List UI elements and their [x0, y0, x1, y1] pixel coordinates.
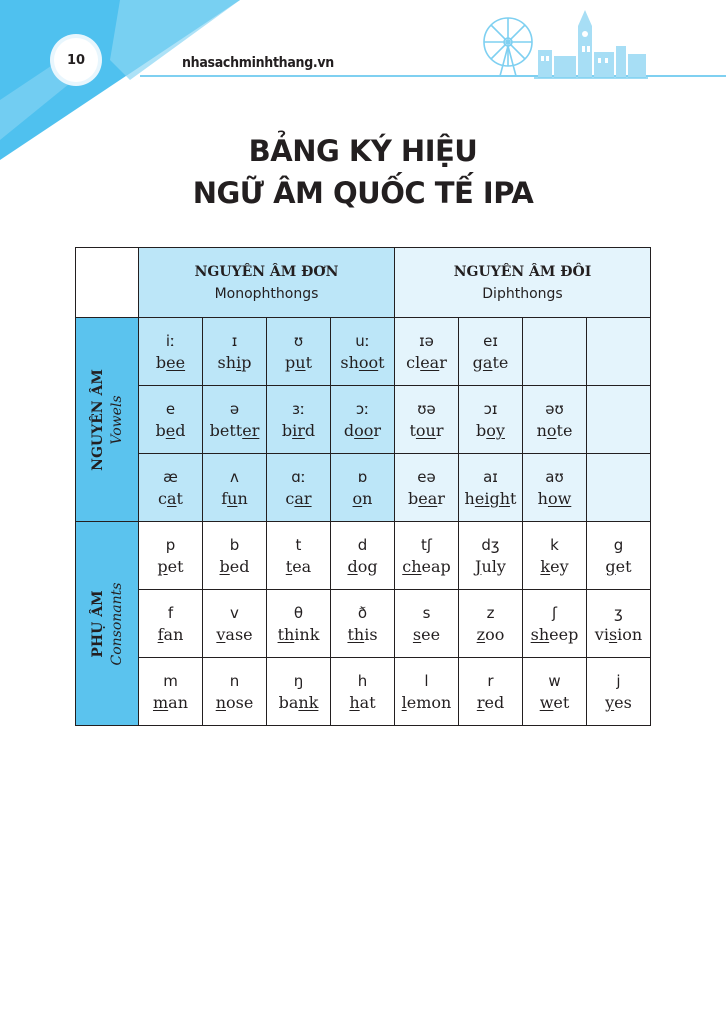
example-word [331, 692, 394, 714]
word-highlight: s [412, 624, 422, 644]
consonants-side-label-title: PHỤ ÂM [90, 589, 106, 658]
word-part: te [556, 420, 573, 440]
ipa-symbol: iː [165, 331, 176, 350]
ipa-symbol: ɜː [291, 399, 306, 418]
ipa-symbol: f [167, 603, 174, 622]
vowels-side-label [76, 318, 139, 522]
word-part: b [408, 488, 419, 508]
ipa-symbol: ɪə [419, 331, 434, 350]
ipa-symbol: ə [229, 399, 240, 418]
ipa-symbol: g [613, 535, 624, 554]
example-word [459, 556, 522, 578]
ipa-symbol: m [163, 671, 178, 690]
word-part: d [175, 420, 186, 440]
example-word [203, 556, 266, 578]
word-part: f [221, 488, 228, 508]
word-part: t [176, 488, 183, 508]
word-part: c [158, 488, 167, 508]
word-part: n [237, 488, 248, 508]
monophthongs-subtitle: Monophthongs [214, 285, 319, 302]
word-highlight: ee [166, 352, 186, 372]
ipa-symbol: əʊ [545, 399, 564, 418]
vowels-side-label-text [88, 369, 126, 471]
word-highlight: ow [547, 488, 572, 508]
word-highlight: d [347, 556, 358, 576]
ipa-cell [459, 386, 523, 454]
ipa-symbol: ʒ [614, 603, 623, 622]
word-part: b [155, 352, 167, 372]
word-highlight: a [166, 488, 177, 508]
word-highlight: th [347, 624, 365, 644]
word-part: te [492, 352, 509, 372]
word-part: ion [617, 624, 643, 644]
ipa-cell [331, 590, 395, 658]
word-part: is [364, 624, 378, 644]
ipa-cell [203, 318, 267, 386]
example-word [331, 488, 394, 510]
ipa-cell [587, 318, 651, 386]
vowels-side-label-title: NGUYÊN ÂM [90, 368, 106, 471]
example-word [587, 624, 650, 646]
word-highlight: oo [354, 420, 374, 440]
ipa-symbol: p [165, 535, 176, 554]
ipa-cell [523, 386, 587, 454]
ipa-cell [523, 522, 587, 590]
example-word [139, 692, 202, 714]
ipa-symbol: v [230, 603, 239, 622]
word-part: n [536, 420, 547, 440]
ipa-symbol: aʊ [545, 467, 564, 486]
ipa-cell [459, 318, 523, 386]
example-word [459, 624, 522, 646]
word-highlight: J [475, 556, 482, 576]
ipa-cell [395, 454, 459, 522]
vowels-side-label-subtitle: Vowels [109, 394, 125, 445]
word-part: ase [225, 624, 253, 644]
ipa-cell [203, 386, 267, 454]
ipa-cell [395, 658, 459, 726]
example-word [267, 488, 330, 510]
example-word [139, 488, 202, 510]
word-part: an [168, 692, 188, 712]
ipa-cell [331, 658, 395, 726]
ipa-cell [203, 590, 267, 658]
example-word [267, 420, 330, 442]
word-part: ba [278, 692, 299, 712]
word-highlight: p [157, 556, 168, 576]
example-word [331, 624, 394, 646]
ipa-cell [203, 522, 267, 590]
word-part: sh [340, 352, 359, 372]
ipa-symbol: eɪ [483, 331, 498, 350]
example-word [203, 420, 266, 442]
example-word [267, 556, 330, 578]
word-part: et [167, 556, 184, 576]
ipa-symbol: tʃ [421, 535, 432, 554]
example-word [587, 556, 650, 578]
diphthongs-header [395, 248, 651, 318]
word-highlight: g [605, 556, 616, 576]
monophthongs-header [139, 248, 395, 318]
word-part: og [357, 556, 378, 576]
example-word [395, 624, 458, 646]
word-part: ink [294, 624, 320, 644]
word-part: g [472, 352, 483, 372]
word-highlight: u [295, 352, 306, 372]
example-word [139, 624, 202, 646]
ipa-symbol: d [357, 535, 368, 554]
example-word [139, 352, 202, 374]
monophthongs-title: NGUYÊN ÂM ĐƠN [194, 263, 339, 280]
ipa-symbol: ŋ [293, 671, 304, 690]
word-part: eep [549, 624, 579, 644]
example-word [523, 624, 586, 646]
word-part: oo [485, 624, 505, 644]
example-word [331, 352, 394, 374]
word-part: t [409, 420, 416, 440]
ipa-cell [139, 454, 203, 522]
word-part: h [537, 488, 548, 508]
ipa-symbol: ʌ [230, 467, 239, 486]
word-part: t [510, 488, 517, 508]
ipa-symbol: ɔɪ [483, 399, 498, 418]
word-part: r [373, 420, 382, 440]
ipa-symbol: uː [355, 331, 370, 350]
ipa-symbol: ʃ [551, 603, 558, 622]
word-part: r [439, 352, 447, 372]
example-word [395, 420, 458, 442]
word-part: n [362, 488, 373, 508]
word-highlight: o [352, 488, 363, 508]
ipa-symbol: θ [293, 603, 304, 622]
word-part: sh [217, 352, 237, 372]
word-part: p [285, 352, 296, 372]
word-highlight: eigh [474, 488, 510, 508]
ipa-cell [267, 658, 331, 726]
word-part: ea [292, 556, 312, 576]
example-word [331, 420, 394, 442]
example-word [523, 488, 586, 510]
word-part: bett [209, 420, 243, 440]
word-highlight: s [608, 624, 618, 644]
example-word [203, 624, 266, 646]
ipa-symbol: l [424, 671, 429, 690]
word-part: b [155, 420, 166, 440]
word-part: p [241, 352, 252, 372]
word-highlight: y [605, 692, 615, 712]
word-part: cl [406, 352, 421, 372]
ipa-symbol: ɪ [231, 331, 238, 350]
ipa-symbol: b [229, 535, 240, 554]
word-highlight: th [277, 624, 295, 644]
ipa-symbol: ʊ [293, 331, 304, 350]
ipa-cell [331, 454, 395, 522]
ipa-symbol: t [295, 535, 302, 554]
word-highlight: ea [418, 488, 438, 508]
ipa-cell [139, 590, 203, 658]
ipa-cell [587, 454, 651, 522]
example-word [203, 352, 266, 374]
ipa-cell [139, 386, 203, 454]
word-highlight: oy [486, 420, 505, 440]
ipa-symbol: n [229, 671, 240, 690]
word-highlight: o [546, 420, 557, 440]
word-highlight: ou [415, 420, 436, 440]
word-highlight: l [401, 692, 407, 712]
example-word [267, 352, 330, 374]
page-title [0, 130, 726, 214]
word-highlight: n [215, 692, 226, 712]
word-part: vi [594, 624, 609, 644]
ipa-cell [459, 658, 523, 726]
ipa-symbol: k [550, 535, 559, 554]
ipa-symbol: w [548, 671, 561, 690]
word-part: t [305, 352, 312, 372]
word-part: ose [226, 692, 254, 712]
ipa-symbol: æ [163, 467, 178, 486]
example-word [459, 692, 522, 714]
ipa-symbol: ʊə [417, 399, 436, 418]
word-part: b [281, 420, 293, 440]
ipa-cell [459, 590, 523, 658]
ipa-symbol: s [422, 603, 431, 622]
site-url: nhasachminhthang.vn [182, 55, 334, 71]
word-part: es [614, 692, 632, 712]
ipa-cell [395, 590, 459, 658]
word-part: b [476, 420, 487, 440]
word-highlight: ea [420, 352, 440, 372]
word-highlight: u [227, 488, 238, 508]
ipa-symbol: ð [357, 603, 368, 622]
word-highlight: er [242, 420, 260, 440]
word-highlight: i [236, 352, 242, 372]
ipa-cell [331, 522, 395, 590]
example-word [203, 488, 266, 510]
ipa-table [75, 247, 651, 726]
ipa-cell [587, 386, 651, 454]
example-word [587, 692, 650, 714]
title-line-1: BẢNG KÝ HIỆU [248, 134, 478, 168]
example-word [523, 692, 586, 714]
consonants-side-label-subtitle: Consonants [109, 582, 125, 665]
ipa-symbol: ɒ [357, 467, 368, 486]
consonants-side-label [76, 522, 139, 726]
word-part: ey [550, 556, 569, 576]
ipa-cell [203, 658, 267, 726]
example-word [459, 352, 522, 374]
ipa-symbol: e [165, 399, 176, 418]
ipa-cell [587, 590, 651, 658]
ipa-symbol: eə [417, 467, 436, 486]
example-word [139, 420, 202, 442]
word-highlight: nk [298, 692, 319, 712]
word-part: ed [484, 692, 505, 712]
ipa-symbol: aɪ [483, 467, 498, 486]
diphthongs-title: NGUYÊN ÂM ĐÔI [453, 263, 592, 280]
example-word [395, 556, 458, 578]
word-part: c [285, 488, 295, 508]
ipa-symbol: r [487, 671, 494, 690]
title-line-2: NGỮ ÂM QUỐC TẾ IPA [192, 176, 534, 210]
ipa-cell [395, 386, 459, 454]
ipa-cell [331, 386, 395, 454]
example-word [139, 556, 202, 578]
word-highlight: b [219, 556, 230, 576]
example-word [331, 556, 394, 578]
word-part: d [343, 420, 355, 440]
word-part: emon [406, 692, 452, 712]
word-highlight: ar [294, 488, 312, 508]
ipa-cell [587, 522, 651, 590]
word-highlight: w [539, 692, 554, 712]
example-word [523, 556, 586, 578]
consonants-side-label-text [88, 582, 126, 665]
example-word [267, 624, 330, 646]
page-number: 10 [54, 38, 98, 82]
ipa-cell [267, 590, 331, 658]
word-part: r [437, 488, 445, 508]
word-part: et [553, 692, 570, 712]
word-highlight: v [216, 624, 226, 644]
word-part: at [359, 692, 376, 712]
word-part: et [615, 556, 632, 576]
ipa-cell [395, 522, 459, 590]
word-highlight: m [152, 692, 169, 712]
london-skyline-icon [478, 6, 648, 80]
word-part: uly [481, 556, 506, 576]
word-part: ed [229, 556, 250, 576]
word-highlight: r [476, 692, 485, 712]
word-part: an [163, 624, 184, 644]
ipa-symbol: j [616, 671, 621, 690]
word-highlight: a [482, 352, 493, 372]
word-part: ee [421, 624, 441, 644]
corner-blank-cell [76, 248, 139, 318]
ipa-cell [331, 318, 395, 386]
word-highlight: e [165, 420, 176, 440]
word-part: t [378, 352, 385, 372]
example-word [395, 488, 458, 510]
word-part: h [464, 488, 475, 508]
word-highlight: f [157, 624, 164, 644]
ipa-cell [459, 454, 523, 522]
word-part: r [435, 420, 444, 440]
word-highlight: z [476, 624, 486, 644]
word-part: eap [421, 556, 451, 576]
ipa-symbol: h [357, 671, 368, 690]
example-word [395, 352, 458, 374]
word-highlight: oo [358, 352, 379, 372]
ipa-cell [139, 658, 203, 726]
example-word [203, 692, 266, 714]
ipa-symbol: z [486, 603, 495, 622]
ipa-cell [395, 318, 459, 386]
ipa-cell [139, 318, 203, 386]
ipa-cell [523, 318, 587, 386]
example-word [267, 692, 330, 714]
example-word [459, 420, 522, 442]
example-word [523, 420, 586, 442]
word-highlight: h [349, 692, 360, 712]
ipa-cell [267, 386, 331, 454]
ipa-symbol: ɑː [291, 467, 306, 486]
ipa-cell [267, 318, 331, 386]
ipa-cell [459, 522, 523, 590]
ipa-cell [267, 522, 331, 590]
ipa-cell [587, 658, 651, 726]
word-highlight: sh [530, 624, 550, 644]
ipa-cell [523, 658, 587, 726]
word-part: d [304, 420, 316, 440]
diphthongs-subtitle: Diphthongs [482, 285, 563, 302]
word-highlight: ch [402, 556, 422, 576]
example-word [395, 692, 458, 714]
ipa-cell [523, 590, 587, 658]
ipa-cell [267, 454, 331, 522]
ipa-symbol: dʒ [481, 535, 500, 554]
word-highlight: t [285, 556, 293, 576]
ipa-symbol: ɔː [355, 399, 370, 418]
word-highlight: k [540, 556, 551, 576]
word-highlight: ir [292, 420, 305, 440]
example-word [459, 488, 522, 510]
ipa-cell [139, 522, 203, 590]
ipa-cell [523, 454, 587, 522]
ipa-cell [203, 454, 267, 522]
